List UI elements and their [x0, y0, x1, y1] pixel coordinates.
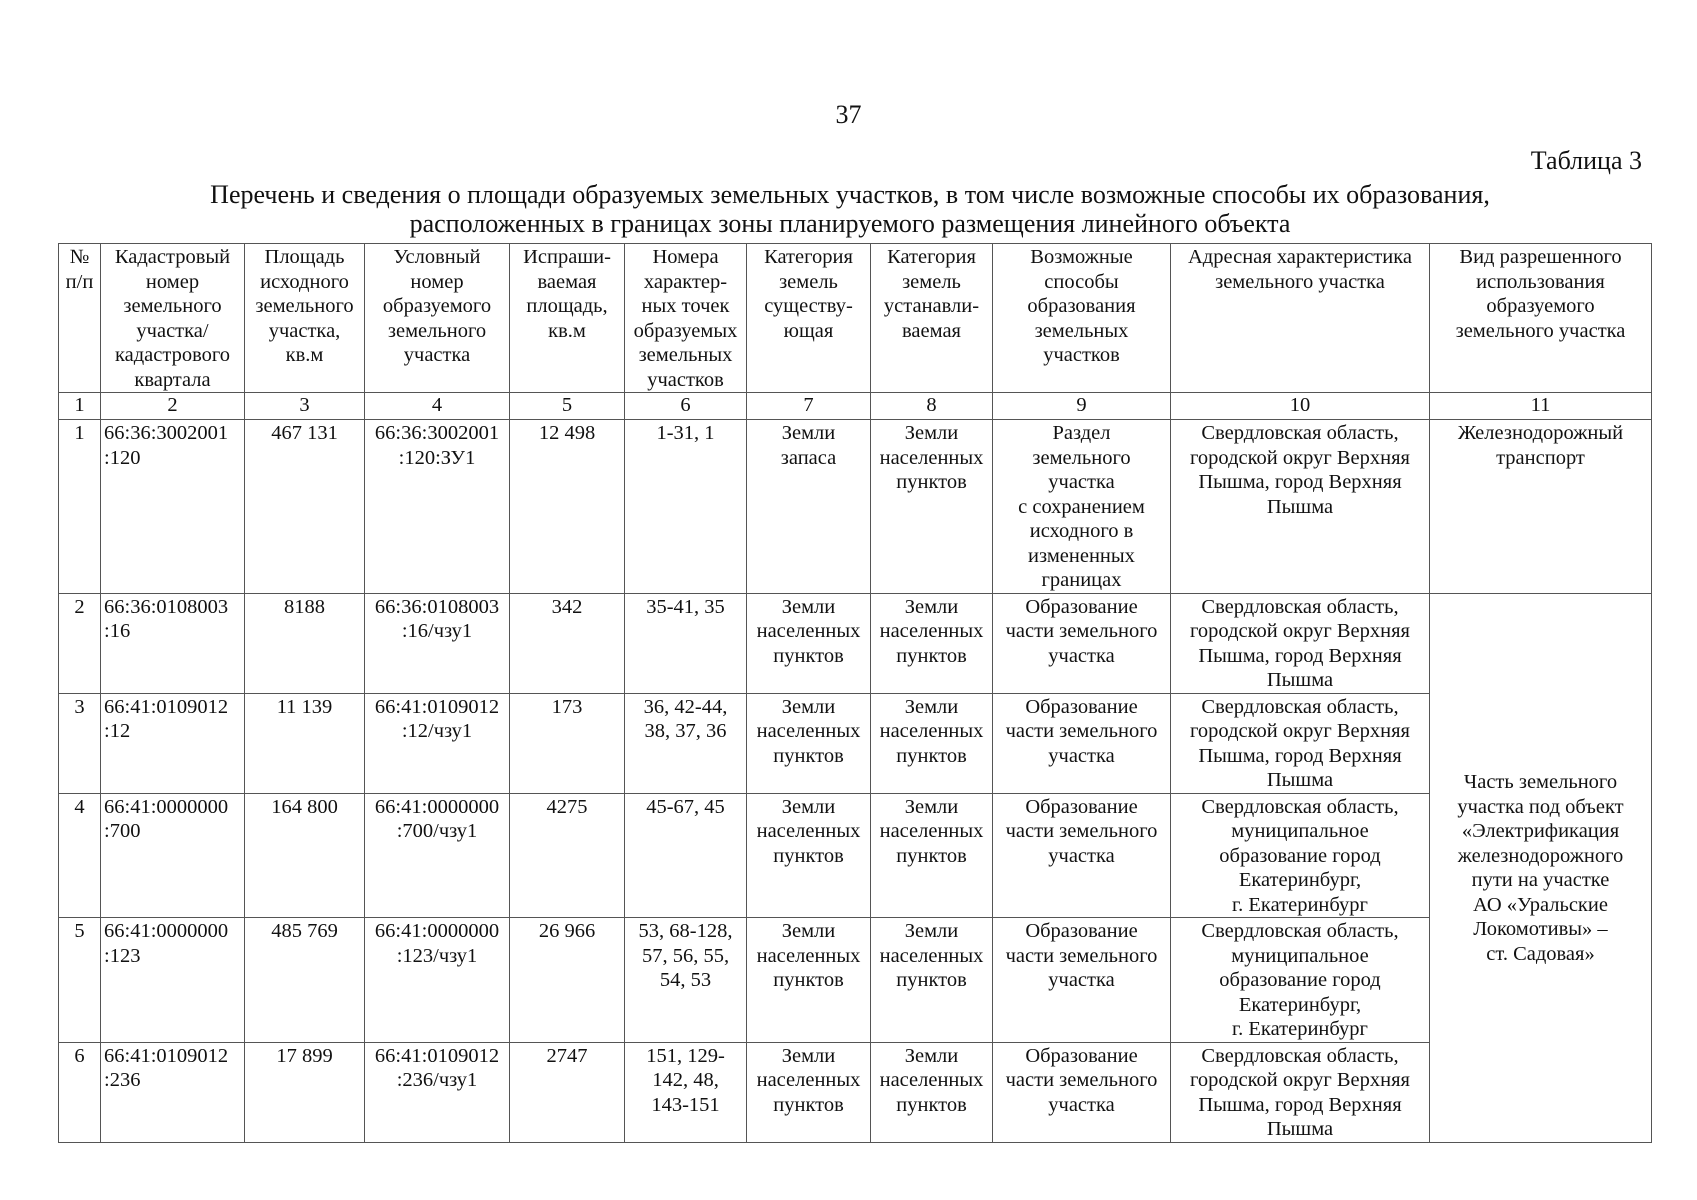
- conditional-number: 66:41:0000000 :123/чзу1: [365, 918, 510, 1043]
- column-number: 5: [510, 393, 625, 420]
- land-category-set: Земли населенных пунктов: [871, 593, 993, 693]
- title-line: расположенных в границах зоны планируемого размещения линейного объекта: [409, 209, 1291, 238]
- cadastral-number: 66:36:3002001 :120: [101, 420, 245, 594]
- requested-area: 26 966: [510, 918, 625, 1043]
- formation-method: Образование части земельного участка: [993, 1042, 1171, 1142]
- column-header: Вид разрешенного использования образуемого земельного участка: [1430, 244, 1652, 393]
- column-number: 2: [101, 393, 245, 420]
- cadastral-number: 66:41:0109012 :12: [101, 693, 245, 793]
- row-number: 2: [59, 593, 101, 693]
- cadastral-number: 66:36:0108003 :16: [101, 593, 245, 693]
- address: Свердловская область, городской округ Верхняя Пышма, город Верхняя Пышма: [1171, 1042, 1430, 1142]
- column-number: 6: [625, 393, 747, 420]
- land-category-set: Земли населенных пунктов: [871, 1042, 993, 1142]
- table-row: [59, 918, 1652, 1043]
- requested-area: 12 498: [510, 420, 625, 594]
- column-number: 9: [993, 393, 1171, 420]
- table-row: [59, 593, 1652, 693]
- land-category-existing: Земли запаса: [747, 420, 871, 594]
- table-row: [59, 420, 1652, 594]
- address: Свердловская область, городской округ Верхняя Пышма, город Верхняя Пышма: [1171, 420, 1430, 594]
- address: Свердловская область, муниципальное образование город Екатеринбург, г. Екатеринбург: [1171, 793, 1430, 918]
- land-category-set: Земли населенных пунктов: [871, 693, 993, 793]
- formation-method: Образование части земельного участка: [993, 693, 1171, 793]
- table-label: Таблица 3: [1530, 146, 1642, 175]
- cadastral-number: 66:41:0109012 :236: [101, 1042, 245, 1142]
- requested-area: 173: [510, 693, 625, 793]
- land-category-set: Земли населенных пунктов: [871, 793, 993, 918]
- formation-method: Образование части земельного участка: [993, 793, 1171, 918]
- row-number: 6: [59, 1042, 101, 1142]
- column-number: 11: [1430, 393, 1652, 420]
- header-row: [59, 244, 1652, 393]
- table-row: [59, 1042, 1652, 1142]
- table-row: [59, 793, 1652, 918]
- characteristic-points: 1-31, 1: [625, 420, 747, 594]
- column-number: 4: [365, 393, 510, 420]
- land-category-set: Земли населенных пунктов: [871, 420, 993, 594]
- conditional-number: 66:36:3002001 :120:ЗУ1: [365, 420, 510, 594]
- row-number: 4: [59, 793, 101, 918]
- characteristic-points: 36, 42-44, 38, 37, 36: [625, 693, 747, 793]
- column-header: Возможные способы образования земельных участков: [993, 244, 1171, 393]
- conditional-number: 66:36:0108003 :16/чзу1: [365, 593, 510, 693]
- column-header: № п/п: [59, 244, 101, 393]
- land-category-existing: Земли населенных пунктов: [747, 693, 871, 793]
- source-area: 164 800: [245, 793, 365, 918]
- address: Свердловская область, городской округ Верхняя Пышма, город Верхняя Пышма: [1171, 593, 1430, 693]
- source-area: 485 769: [245, 918, 365, 1043]
- permitted-use: Железнодорожный транспорт: [1430, 420, 1652, 594]
- source-area: 17 899: [245, 1042, 365, 1142]
- characteristic-points: 151, 129- 142, 48, 143-151: [625, 1042, 747, 1142]
- column-number: 1: [59, 393, 101, 420]
- document-title: [120, 180, 1580, 238]
- formation-method: Раздел земельного участка с сохранением исходного в измененных границах: [993, 420, 1171, 594]
- requested-area: 342: [510, 593, 625, 693]
- column-header: Площадь исходного земельного участка, кв.м: [245, 244, 365, 393]
- conditional-number: 66:41:0109012 :236/чзу1: [365, 1042, 510, 1142]
- formation-method: Образование части земельного участка: [993, 918, 1171, 1043]
- land-category-set: Земли населенных пунктов: [871, 918, 993, 1043]
- page-number: 37: [835, 100, 862, 129]
- column-header: Условный номер образуемого земельного участка: [365, 244, 510, 393]
- column-header: Испраши- ваемая площадь, кв.м: [510, 244, 625, 393]
- characteristic-points: 53, 68-128, 57, 56, 55, 54, 53: [625, 918, 747, 1043]
- requested-area: 4275: [510, 793, 625, 918]
- column-number: 3: [245, 393, 365, 420]
- conditional-number: 66:41:0000000 :700/чзу1: [365, 793, 510, 918]
- row-number: 3: [59, 693, 101, 793]
- formation-method: Образование части земельного участка: [993, 593, 1171, 693]
- column-header: Номера характер- ных точек образуемых земельных участков: [625, 244, 747, 393]
- column-header: Адресная характеристика земельного участка: [1171, 244, 1430, 393]
- table-row: [59, 693, 1652, 793]
- row-number: 5: [59, 918, 101, 1043]
- land-category-existing: Земли населенных пунктов: [747, 918, 871, 1043]
- land-plots-table: [58, 243, 1652, 1143]
- column-number-row: [59, 393, 1652, 420]
- requested-area: 2747: [510, 1042, 625, 1142]
- permitted-use-merged: Часть земельного участка под объект «Электрификация железнодорожного пути на участке АО «Уральские Локомотивы» – ст. Садовая»: [1430, 593, 1652, 1142]
- column-number: 7: [747, 393, 871, 420]
- column-header: Категория земель существу- ющая: [747, 244, 871, 393]
- source-area: 467 131: [245, 420, 365, 594]
- title-line: Перечень и сведения о площади образуемых земельных участков, в том числе возможные способы их образования,: [210, 180, 1490, 209]
- column-header: Категория земель устанавли- ваемая: [871, 244, 993, 393]
- land-category-existing: Земли населенных пунктов: [747, 593, 871, 693]
- cadastral-number: 66:41:0000000 :123: [101, 918, 245, 1043]
- source-area: 8188: [245, 593, 365, 693]
- address: Свердловская область, городской округ Верхняя Пышма, город Верхняя Пышма: [1171, 693, 1430, 793]
- characteristic-points: 45-67, 45: [625, 793, 747, 918]
- land-category-existing: Земли населенных пунктов: [747, 793, 871, 918]
- row-number: 1: [59, 420, 101, 594]
- column-number: 10: [1171, 393, 1430, 420]
- characteristic-points: 35-41, 35: [625, 593, 747, 693]
- address: Свердловская область, муниципальное образование город Екатеринбург, г. Екатеринбург: [1171, 918, 1430, 1043]
- column-number: 8: [871, 393, 993, 420]
- cadastral-number: 66:41:0000000 :700: [101, 793, 245, 918]
- source-area: 11 139: [245, 693, 365, 793]
- conditional-number: 66:41:0109012 :12/чзу1: [365, 693, 510, 793]
- column-header: Кадастровый номер земельного участка/ кадастрового квартала: [101, 244, 245, 393]
- land-category-existing: Земли населенных пунктов: [747, 1042, 871, 1142]
